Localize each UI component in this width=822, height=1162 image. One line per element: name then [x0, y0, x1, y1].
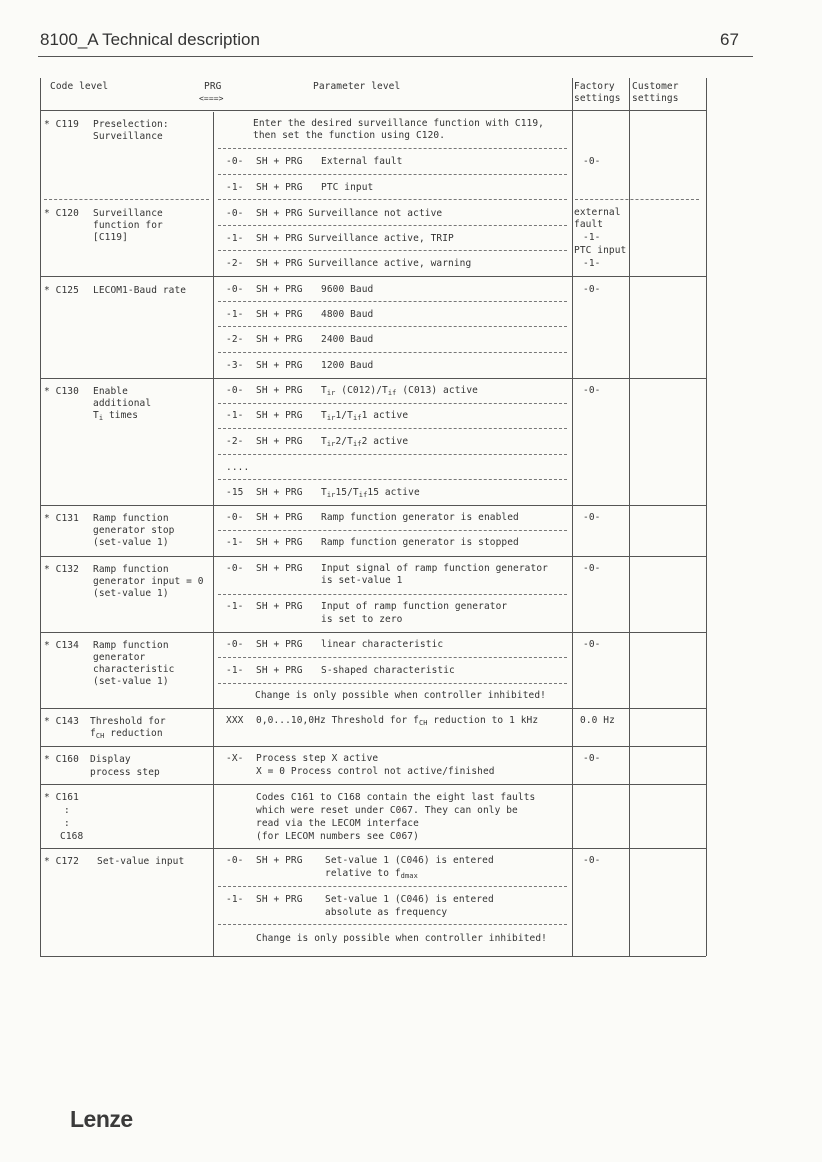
factory-setting: 0.0 Hz — [580, 715, 615, 726]
code-name: generator input = 0 — [93, 576, 204, 587]
code-name: process step — [90, 767, 160, 778]
option-code: -2- — [226, 258, 244, 269]
code-name: $f_{CH}$ reduction — [90, 728, 163, 740]
factory-setting: -0- — [583, 512, 601, 523]
code: * C132 — [44, 564, 79, 575]
option-prg: SH + PRG — [256, 894, 303, 905]
col-customer-2: settings — [632, 93, 679, 104]
code-name: Preselection: — [93, 119, 169, 130]
option-text: SH + PRG Surveillance not active — [256, 208, 443, 219]
option-text: Ramp function generator is enabled — [321, 512, 519, 523]
option-prg: SH + PRG — [256, 537, 303, 548]
factory-setting: -1- — [583, 232, 601, 243]
code: * C119 — [44, 119, 79, 130]
option-code: -0- — [226, 156, 244, 167]
option-text: linear characteristic — [321, 639, 444, 650]
option-text: 1200 Baud — [321, 360, 374, 371]
col-prg: PRG — [204, 81, 222, 92]
code: * C160 — [44, 754, 79, 765]
option-code: -15 — [226, 487, 244, 498]
code-name: Set-value input — [97, 856, 185, 867]
option-prg: SH + PRG — [256, 360, 303, 371]
option-code: -1- — [226, 537, 244, 548]
option-text: Input of ramp function generator — [321, 601, 508, 612]
option-text: Ramp function generator is stopped — [321, 537, 519, 548]
param-text: which were reset under C067. They can only be — [256, 805, 518, 816]
option-code: -1- — [226, 665, 244, 676]
code-name: Ramp function — [93, 513, 169, 524]
option-text: S-shaped characteristic — [321, 665, 455, 676]
col-factory: Factory — [574, 81, 615, 92]
code-name: (set-value 1) — [93, 676, 169, 687]
option-prg: SH + PRG — [256, 309, 303, 320]
page-number: 67 — [720, 30, 739, 49]
option-code: -X- — [226, 753, 244, 764]
option-code: XXX — [226, 715, 244, 726]
code-name: $T_i$ times — [93, 410, 139, 422]
code-name: (set-value 1) — [93, 537, 169, 548]
option-prg: SH + PRG — [256, 487, 303, 498]
note-text: Change is only possible when controller inhibited! — [256, 933, 547, 944]
code: * C131 — [44, 513, 79, 524]
col-parameter-level: Parameter level — [313, 81, 401, 92]
option-text: relative to $f_{dmax}$ — [325, 868, 418, 880]
option-prg: SH + PRG — [256, 855, 303, 866]
param-text: read via the LECOM interface — [256, 818, 419, 829]
option-text: $T_{ir}1/T_{if}1$ active — [321, 410, 409, 422]
option-text: $T_{ir}2/T_{if}2$ active — [321, 436, 409, 448]
option-text: Input signal of ramp function generator — [321, 563, 548, 574]
option-code: -0- — [226, 855, 244, 866]
code-name: (set-value 1) — [93, 588, 169, 599]
option-code: -1- — [226, 410, 244, 421]
option-prg: SH + PRG — [256, 639, 303, 650]
option-code: -2- — [226, 334, 244, 345]
factory-setting: -0- — [583, 639, 601, 650]
option-code: -0- — [226, 284, 244, 295]
page-title: 8100_A Technical description — [40, 30, 260, 49]
option-text: is set to zero — [321, 614, 403, 625]
note-text: Change is only possible when controller inhibited! — [255, 690, 546, 701]
option-dots: .... — [226, 462, 250, 473]
col-code-level: Code level — [50, 81, 109, 92]
factory-setting: -1- — [583, 258, 601, 269]
code-name: Ramp function — [93, 640, 169, 651]
option-code: -1- — [226, 309, 244, 320]
option-prg: SH + PRG — [256, 156, 303, 167]
option-text: Set-value 1 (C046) is entered — [325, 855, 494, 866]
option-code: -0- — [226, 385, 244, 396]
option-text: PTC input — [321, 182, 374, 193]
col-factory-2: settings — [574, 93, 621, 104]
option-text: External fault — [321, 156, 403, 167]
option-text: SH + PRG Surveillance active, TRIP — [256, 233, 454, 244]
code-name: Enable — [93, 386, 128, 397]
option-prg: SH + PRG — [256, 436, 303, 447]
option-text: Set-value 1 (C046) is entered — [325, 894, 494, 905]
code: * C143 — [44, 716, 79, 727]
header-rule — [38, 56, 753, 57]
option-prg: SH + PRG — [256, 601, 303, 612]
code-continuation: : — [64, 818, 70, 829]
code-name: Threshold for — [90, 716, 166, 727]
factory-setting: -0- — [583, 563, 601, 574]
option-text: absolute as frequency — [325, 907, 448, 918]
option-text: SH + PRG Surveillance active, warning — [256, 258, 472, 269]
option-text: $T_{ir}$ $(C012)/T_{if}$ (C013) active — [321, 385, 478, 397]
option-prg: SH + PRG — [256, 512, 303, 523]
param-text: Enter the desired surveillance function with C119, — [253, 118, 544, 129]
code: * C120 — [44, 208, 79, 219]
code-continuation: : — [64, 805, 70, 816]
code-name: characteristic — [93, 664, 175, 675]
factory-setting: -0- — [583, 385, 601, 396]
factory-setting: -0- — [583, 156, 601, 167]
option-text: X = 0 Process control not active/finished — [256, 766, 495, 777]
option-code: -0- — [226, 512, 244, 523]
code-name: Surveillance — [93, 131, 163, 142]
option-code: -0- — [226, 208, 244, 219]
option-text: is set-value 1 — [321, 575, 403, 586]
option-text: $T_{ir}15/T_{if}15$ active — [321, 487, 420, 499]
factory-setting: fault — [574, 219, 604, 230]
option-prg: SH + PRG — [256, 182, 303, 193]
code-name: Ramp function — [93, 564, 169, 575]
param-text: (for LECOM numbers see C067) — [256, 831, 419, 842]
code-name: Display — [90, 754, 131, 765]
factory-setting: -0- — [583, 284, 601, 295]
option-code: -2- — [226, 436, 244, 447]
code: * C125 — [44, 285, 79, 296]
factory-setting: external — [574, 207, 621, 218]
option-text: 0,0...10,0Hz Threshold for $f_{CH}$ reduction to 1 kHz — [256, 715, 539, 727]
code-name: additional — [93, 398, 152, 409]
option-text: 4800 Baud — [321, 309, 374, 320]
option-code: -3- — [226, 360, 244, 371]
code: C168 — [60, 831, 84, 842]
code-name: function for — [93, 220, 163, 231]
col-customer: Customer — [632, 81, 679, 92]
code: * C161 — [44, 792, 79, 803]
col-prg-arrow: <===> — [199, 94, 224, 103]
option-code: -0- — [226, 563, 244, 574]
factory-setting: -0- — [583, 753, 601, 764]
code-name: Surveillance — [93, 208, 163, 219]
param-text: Codes C161 to C168 contain the eight last faults — [256, 792, 536, 803]
option-code: -1- — [226, 182, 244, 193]
option-prg: SH + PRG — [256, 284, 303, 295]
code: * C130 — [44, 386, 79, 397]
option-prg: SH + PRG — [256, 385, 303, 396]
option-prg: SH + PRG — [256, 665, 303, 676]
option-code: -1- — [226, 233, 244, 244]
option-code: -0- — [226, 639, 244, 650]
option-prg: SH + PRG — [256, 410, 303, 421]
code-name: generator stop — [93, 525, 175, 536]
factory-setting: PTC input — [574, 245, 627, 256]
code: * C172 — [44, 856, 79, 867]
option-text: 2400 Baud — [321, 334, 374, 345]
code-name: LECOM1-Baud rate — [93, 285, 187, 296]
code: * C134 — [44, 640, 79, 651]
option-prg: SH + PRG — [256, 334, 303, 345]
option-code: -1- — [226, 601, 244, 612]
factory-setting: -0- — [583, 855, 601, 866]
code-name: [C119] — [93, 232, 128, 243]
lenze-logo: Lenze — [70, 1106, 133, 1132]
option-text: 9600 Baud — [321, 284, 374, 295]
option-code: -1- — [226, 894, 244, 905]
param-text: then set the function using C120. — [253, 130, 446, 141]
option-text: Process step X active — [256, 753, 379, 764]
code-name: generator — [93, 652, 146, 663]
option-prg: SH + PRG — [256, 563, 303, 574]
